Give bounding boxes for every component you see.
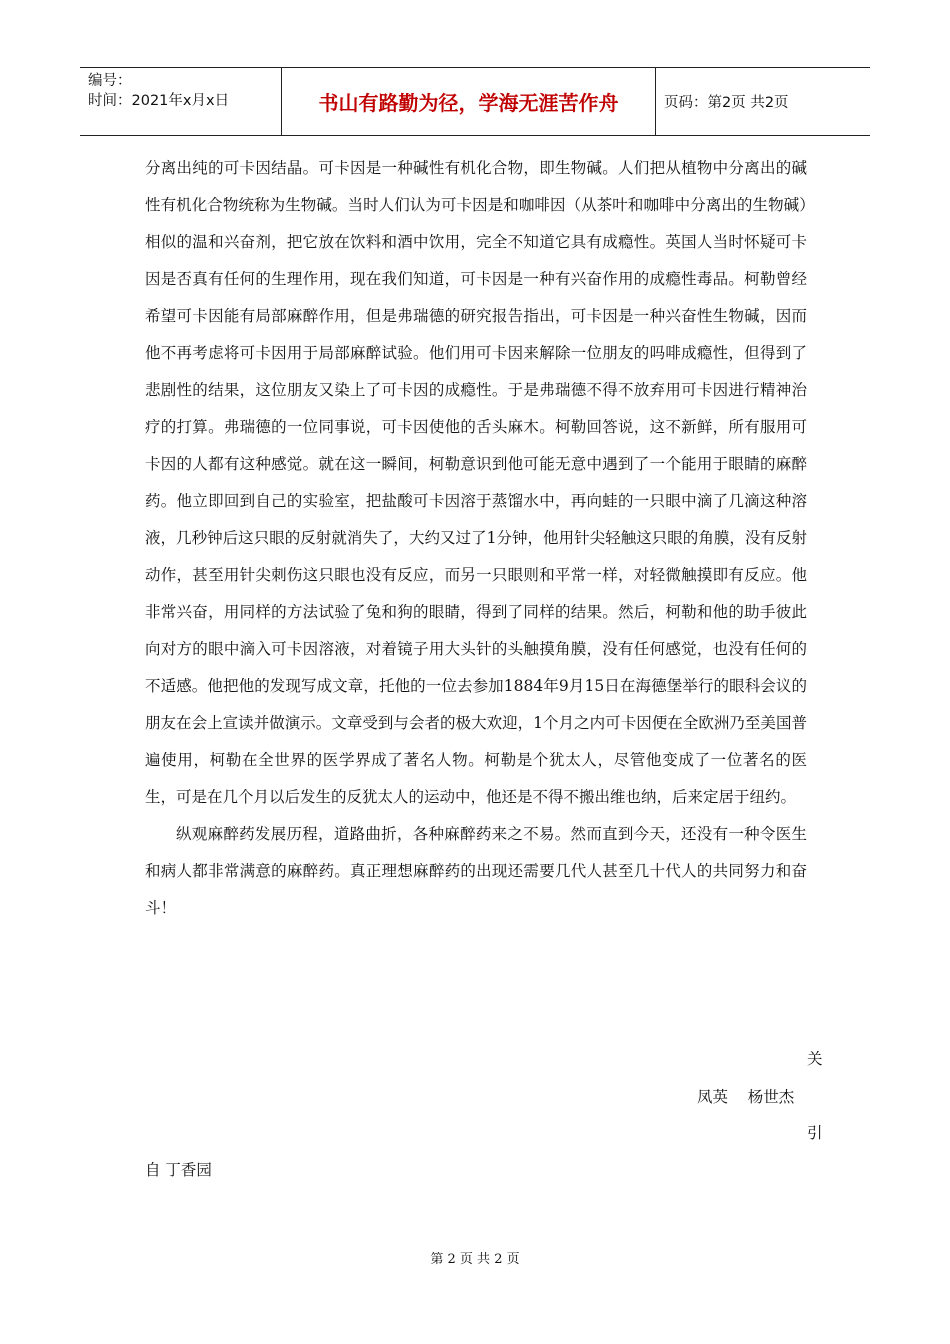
header-meta (80, 68, 282, 135)
paragraph-1: 分离出纯的可卡因结晶。可卡因是一种碱性有机化合物，即生物碱。人们把从植物中分离出的碱性有机化合物统称为生物碱。当时人们认为可卡因是和咖啡因（从茶叶和咖啡中分离出的生物碱）相似的温和兴奋剂，把它放在饮料和酒中饮用，完全不知道它具有成瘾性。英国人当时怀疑可卡因是否真有任何的生理作用，现在我们知道，可卡因是一种有兴奋作用的成瘾性毒品。柯勒曾经希望可卡因能有局部麻醉作用，但是弗瑞德的研究报告指出，可卡因是一种兴奋性生物碱，因而他不再考虑将可卡因用于局部麻醉试验。他们用可卡因来解除一位朋友的吗啡成瘾性，但得到了悲剧性的结果，这位朋友又染上了可卡因的成瘾性。于是弗瑞德不得不放弃用可卡因进行精神治疗的打算。弗瑞德的一位同事说，可卡因使他的舌头麻木。柯勒回答说，这不新鲜，所有服用可卡因的人都有这种感觉。就在这一瞬间，柯勒意识到他可能无意中遇到了一个能用于眼睛的麻醉药。他立即回到自己的实验室，把盐酸可卡因溶于蒸馏水中，再向蛙的一只眼中滴了几滴这种溶液，几秒钟后这只眼的反射就消失了，大约又过了1分钟，他用针尖轻触这只眼的角膜，没有反射动作，甚至用针尖刺伤这只眼也没有反应，而另一只眼则和平常一样，对轻微触摸即有反应。他非常兴奋，用同样的方法试验了兔和狗的眼睛，得到了同样的结果。然后，柯勒和他的助手彼此向对方的眼中滴入可卡因溶液，对着镜子用大头针的头触摸角膜，没有任何感觉，也没有任何的不适感。他把他的发现写成文章，托他的一位去参加1884年9月15日在海德堡举行的眼科会议的朋友在会上宣读并做演示。文章受到与会者的极大欢迎，1个月之内可卡因便在全欧洲乃至美国普遍使用，柯勒在全世界的医学界成了著名人物。柯勒是个犹太人，尽管他变成了一位著名的医生，可是在几个月以后发生的反犹太人的运动中，他还是不得不搬出维也纳，后来定居于纽约。 (145, 159, 807, 806)
number-label: 编号： (88, 73, 132, 89)
signature-source: 自 丁香园 (145, 1161, 212, 1179)
signature-line-3: 引 (807, 1124, 823, 1142)
signature-authors: 凤英 杨世杰 (697, 1088, 795, 1106)
signature-line-1: 关 (807, 1050, 823, 1068)
paragraph-2: 纵观麻醉药发展历程，道路曲折，各种麻醉药来之不易。然而直到今天，还没有一种令医生和病人都非常满意的麻醉药。真正理想麻醉药的出现还需要几代人甚至几十代人的共同努力和奋斗！ (145, 825, 807, 917)
page-header (80, 67, 870, 136)
header-page-code: 页码：第2页 共2页 (664, 95, 789, 111)
date-line: 时间：2021年x月x日 (88, 93, 230, 109)
header-motto: 书山有路勤为径，学海无涯苦作舟 (282, 68, 656, 135)
page-footer: 第 2 页 共 2 页 (430, 1252, 520, 1267)
document-body (145, 150, 807, 927)
